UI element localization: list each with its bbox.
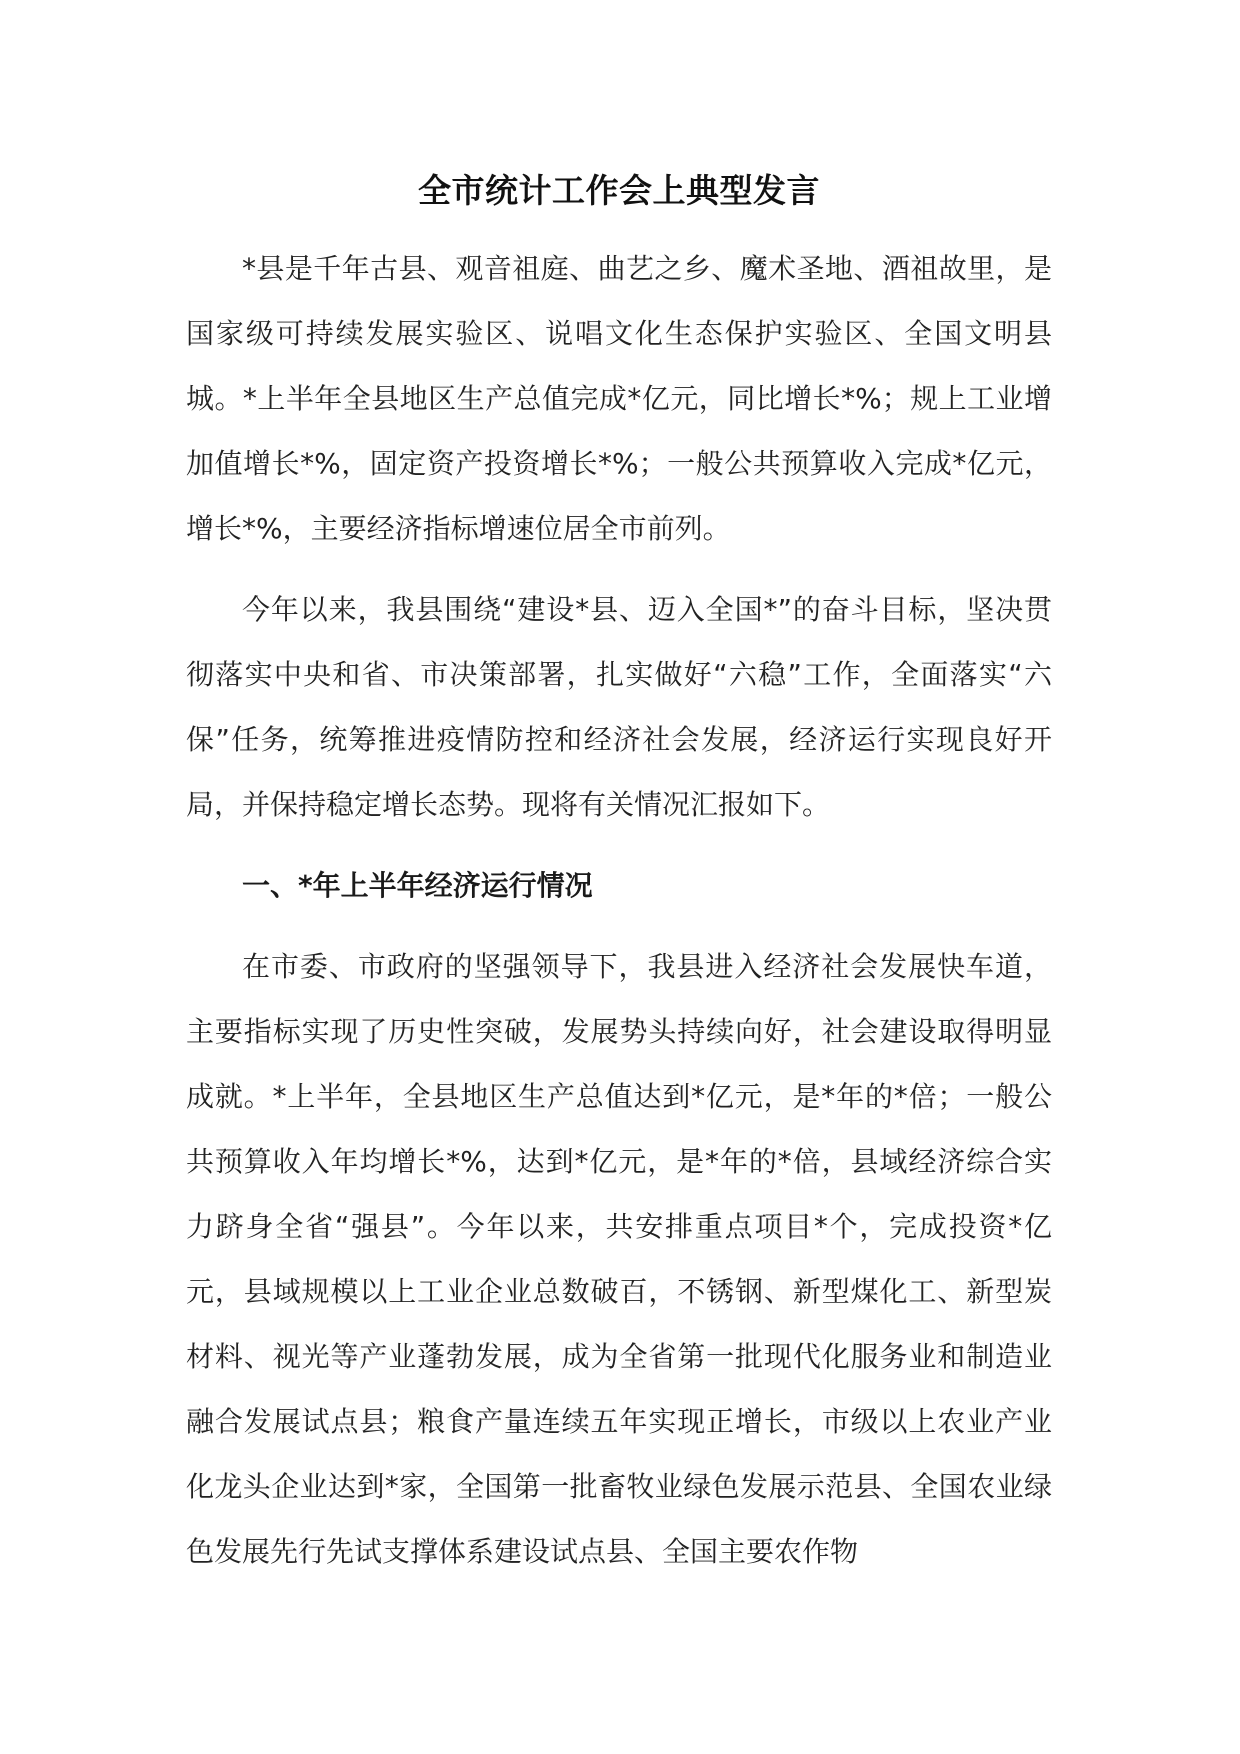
section-heading: 一、*年上半年经济运行情况 [242,869,593,902]
overview-paragraph: 今年以来，我县围绕“建设*县、迈入全国*”的奋斗目标，坚决贯彻落实中央和省、市决策部署，扎实做好“六稳”工作，全面落实“六保”任务，统筹推进疫情防控和经济社会发展，经济运行实现良好开局，并保持稳定增长态势。现将有关情况汇报如下。 [186,593,1052,821]
document-body [186,168,1052,1600]
section-paragraph: 在市委、市政府的坚强领导下，我县进入经济社会发展快车道，主要指标实现了历史性突破，发展势头持续向好，社会建设取得明显成就。*上半年，全县地区生产总值达到*亿元，是*年的*倍；一般公共预算收入年均增长*%，达到*亿元，是*年的*倍，县域经济综合实力跻身全省“强县”。今年以来，共安排重点项目*个，完成投资*亿元，县域规模以上工业企业总数破百，不锈钢、新型煤化工、新型炭材料、视光等产业蓬勃发展，成为全省第一批现代化服务业和制造业融合发展试点县；粮食产量连续五年实现正增长，市级以上农业产业化龙头企业达到*家，全国第一批畜牧业绿色发展示范县、全国农业绿色发展先行先试支撑体系建设试点县、全国主要农作物 [186,950,1052,1568]
intro-paragraph: *县是千年古县、观音祖庭、曲艺之乡、魔术圣地、酒祖故里，是国家级可持续发展实验区、说唱文化生态保护实验区、全国文明县城。*上半年全县地区生产总值完成*亿元，同比增长*%；规上工业增加值增长*%，固定资产投资增长*%；一般公共预算收入完成*亿元，增长*%，主要经济指标增速位居全市前列。 [186,252,1052,545]
document-title: 全市统计工作会上典型发言 [418,171,820,210]
